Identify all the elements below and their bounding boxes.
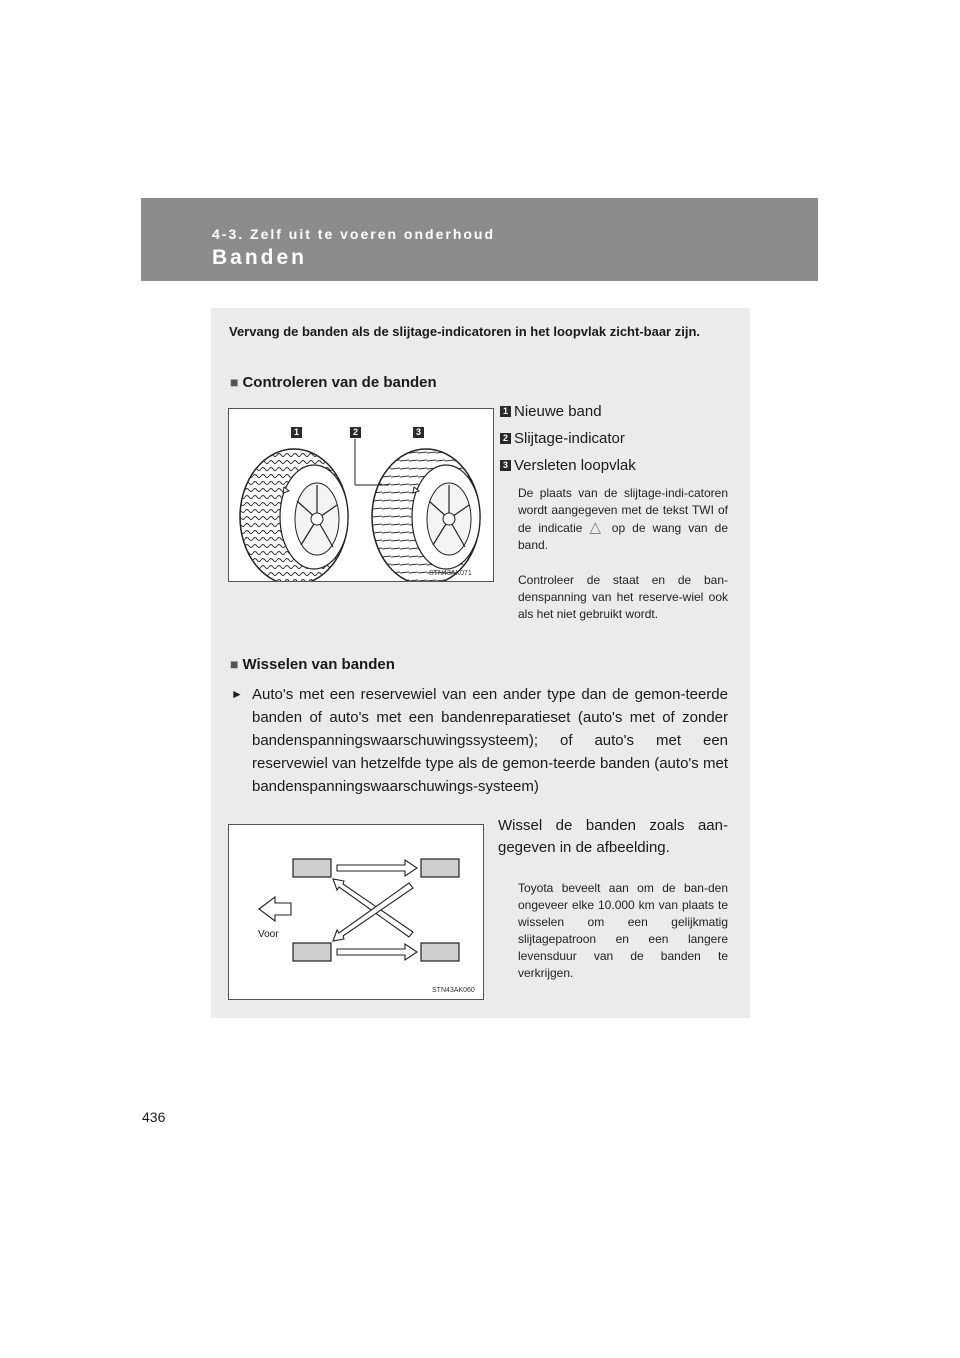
legend-item-new-tire: 1 Nieuwe band <box>500 403 602 420</box>
bullet-vehicle-types: ► Auto's met een reservewiel van een ander type dan de gemon-teerde banden of auto's met een bandenreparatieset (auto's met of zonder bandenspanningswaarschuwingssysteem); of auto's met een reservewiel van hetzelfde type als de gemon-teerde banden (auto's met bandenspanningswaarschuwings-systeem) <box>231 683 728 798</box>
callout-1: 1 <box>291 427 302 438</box>
tire-front-right <box>293 943 331 961</box>
square-bullet-icon: ■ <box>230 656 239 672</box>
figure-code: STN43AK060 <box>432 987 475 994</box>
tire-wear-figure <box>228 408 494 582</box>
wear-indicator-symbol-icon: △ <box>589 519 605 536</box>
rotation-diagram <box>229 825 483 999</box>
heading-check-tires: ■ Controleren van de banden <box>230 374 437 391</box>
page-title: Banden <box>212 246 308 269</box>
section-title: 4-3. Zelf uit te voeren onderhoud <box>212 226 496 242</box>
note-rotation-interval: Toyota beveelt aan om de ban-den ongeveer elke 10.000 km van plaats te wisselen om een gelijkmatig slijtagepatroon en een langere levensduur van de banden te verkrijgen. <box>518 881 728 980</box>
tire-rear-left <box>421 859 459 877</box>
callout-3: 3 <box>413 427 424 438</box>
tire-illustration <box>229 409 493 581</box>
intro-text: Vervang de banden als de slijtage-indicatoren in het loopvlak zicht-baar zijn. <box>229 324 700 339</box>
front-arrow <box>259 897 291 921</box>
note-spare-wheel: Controleer de staat en de ban-denspanning van het reserve-wiel ook als het niet gebruikt wordt. <box>518 573 728 621</box>
front-label: Voor <box>258 929 279 940</box>
page-number: 436 <box>142 1109 166 1125</box>
tire-rotation-figure <box>228 824 484 1000</box>
figure-code: STN43AK071 <box>429 570 472 577</box>
triangle-right-icon: ► <box>231 687 243 701</box>
callout-2: 2 <box>350 427 361 438</box>
legend-item-worn-tread: 3 Versleten loopvlak <box>500 457 636 474</box>
tire-rear-right <box>421 943 459 961</box>
content-box <box>211 308 750 1018</box>
rotate-instruction: Wissel de banden zoals aan-gegeven in de afbeelding. <box>498 817 728 856</box>
heading-rotate-tires: ■ Wisselen van banden <box>230 656 395 673</box>
tire-front-left <box>293 859 331 877</box>
page-header <box>141 198 818 281</box>
note-twi: De plaats van de slijtage-indi-catoren wordt aangegeven met de tekst TWI of de indicatie △ op de wang van de band. <box>518 486 728 552</box>
square-bullet-icon: ■ <box>230 374 239 390</box>
legend-item-wear-indicator: 2 Slijtage-indicator <box>500 430 625 447</box>
